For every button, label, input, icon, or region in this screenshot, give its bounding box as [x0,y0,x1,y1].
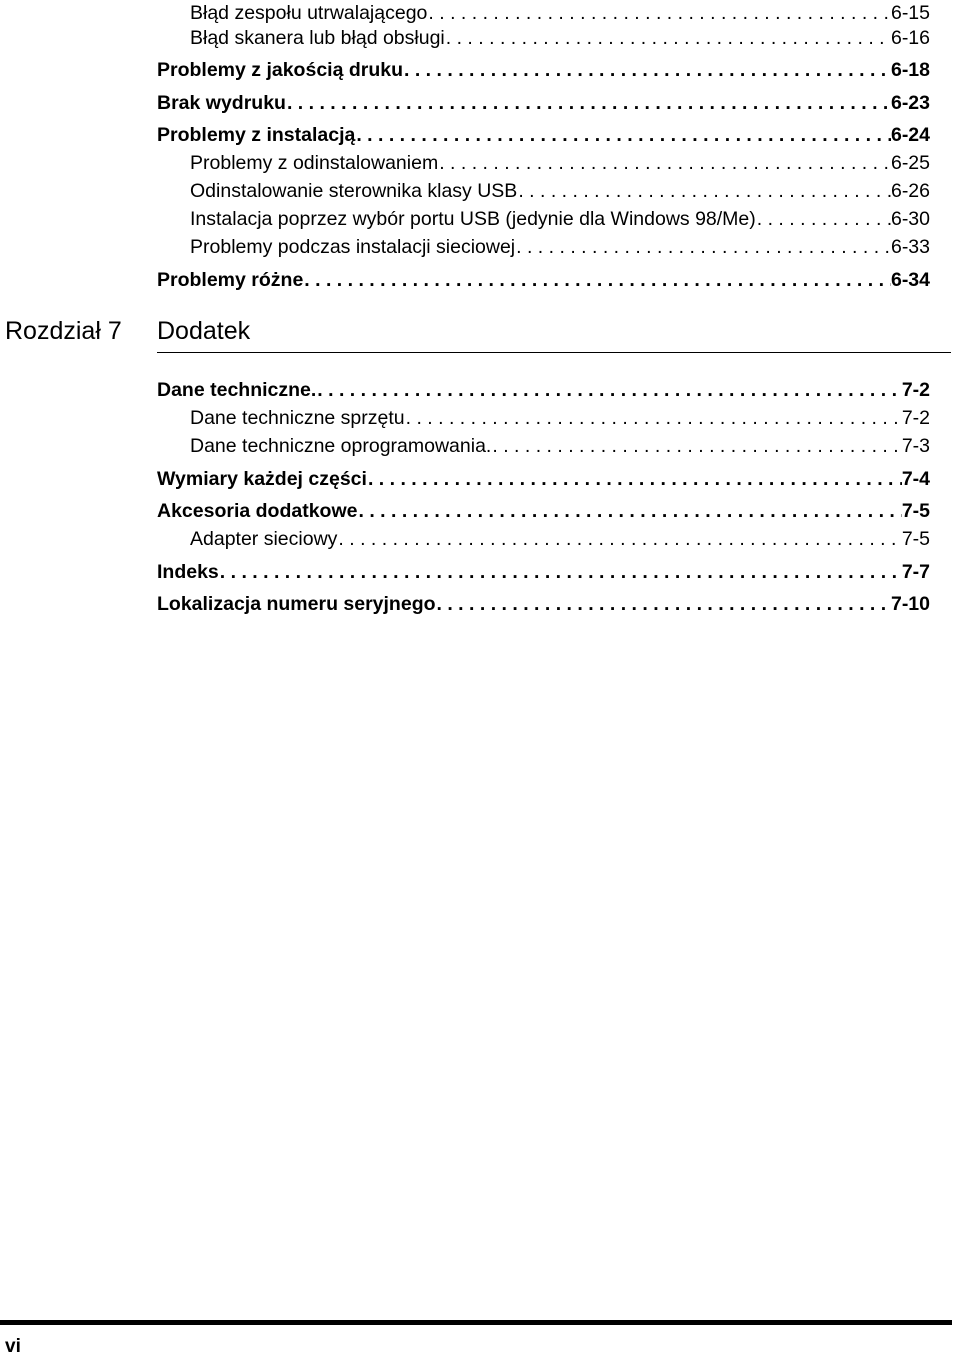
chapter-title: Dodatek [157,317,251,345]
toc-entry-page: 7-2 [901,379,930,401]
toc-entry[interactable] [190,234,930,260]
toc-entry-title: Dane techniczne oprogramowania. [190,435,492,457]
dot-leader [438,150,891,176]
toc-entry-page: 6-26 [890,180,930,202]
toc-entry-page: 7-7 [901,561,930,583]
toc-entry-title: Dane techniczne sprzętu [190,407,405,429]
toc-entry-title: Brak wydruku [157,92,286,114]
dot-leader [219,559,902,585]
dot-leader [355,122,891,148]
toc-entry-title: Akcesoria dodatkowe [157,500,358,522]
dot-leader [517,178,891,204]
toc-entry[interactable] [190,433,930,459]
toc-entry-title: Instalacja poprzez wybór portu USB (jedynie dla Windows 98/Me) [190,208,756,230]
toc-entry[interactable] [157,122,930,148]
toc-entry[interactable] [157,57,930,83]
toc-entry-title: Adapter sieciowy [190,528,338,550]
toc-entry-page: 7-3 [901,435,930,457]
toc-entry-title: Wymiary każdej części [157,468,367,490]
dot-leader [357,498,901,524]
toc-entry[interactable] [157,267,930,293]
chapter-divider [157,352,951,353]
toc-entry[interactable] [157,559,930,585]
toc-entry-page: 6-16 [890,27,930,49]
toc-entry-page: 6-23 [890,92,930,114]
dot-leader [405,405,902,431]
toc-entry-title: Indeks [157,561,219,583]
toc-entry-page: 6-18 [890,59,930,81]
toc-entry[interactable] [157,498,930,524]
chapter-label: Rozdział 7 [5,317,122,345]
toc-entry[interactable] [190,0,930,26]
dot-leader [303,267,891,293]
dot-leader [286,90,891,116]
toc-entry-page: 6-34 [890,269,930,291]
dot-leader [491,433,901,459]
toc-entry-title: Problemy z jakością druku [157,59,404,81]
toc-entry-page: 6-25 [890,152,930,174]
dot-leader [427,0,891,26]
toc-entry-title: Problemy z odinstalowaniem [190,152,439,174]
toc-entry-page: 6-15 [890,2,930,24]
toc-entry-title: Problemy podczas instalacji sieciowej [190,236,516,258]
dot-leader [436,591,891,617]
toc-entry[interactable] [157,466,930,492]
toc-entry-title: Błąd zespołu utrwalającego [190,2,428,24]
toc-entry[interactable] [157,591,930,617]
dot-leader [367,466,902,492]
toc-entry-title: Dane techniczne. [157,379,317,401]
toc-entry-title: Lokalizacja numeru seryjnego [157,593,436,615]
dot-leader [756,206,891,232]
toc-entry[interactable] [190,206,930,232]
toc-entry-page: 6-24 [890,124,930,146]
toc-entry-page: 7-5 [901,528,930,550]
toc-entry[interactable] [190,150,930,176]
dot-leader [515,234,891,260]
toc-entry[interactable] [190,405,930,431]
toc-entry-page: 7-10 [890,593,930,615]
toc-entry[interactable] [190,25,930,51]
toc-entry-page: 6-33 [890,236,930,258]
toc-entry-page: 6-30 [890,208,930,230]
page-folio: vi [5,1336,21,1357]
toc-entry-title: Błąd skanera lub błąd obsługi [190,27,445,49]
dot-leader [337,526,901,552]
toc-entry-page: 7-5 [901,500,930,522]
dot-leader [445,25,891,51]
toc-entry[interactable] [190,526,930,552]
toc-entry[interactable] [157,377,930,403]
toc-entry[interactable] [157,90,930,116]
toc-entry-page: 7-2 [901,407,930,429]
toc-entry[interactable] [190,178,930,204]
footer-divider [0,1320,952,1325]
toc-entry-title: Odinstalowanie sterownika klasy USB [190,180,518,202]
toc-entry-page: 7-4 [901,468,930,490]
dot-leader [316,377,902,403]
dot-leader [403,57,891,83]
toc-entry-title: Problemy różne [157,269,304,291]
toc-entry-title: Problemy z instalacją [157,124,356,146]
